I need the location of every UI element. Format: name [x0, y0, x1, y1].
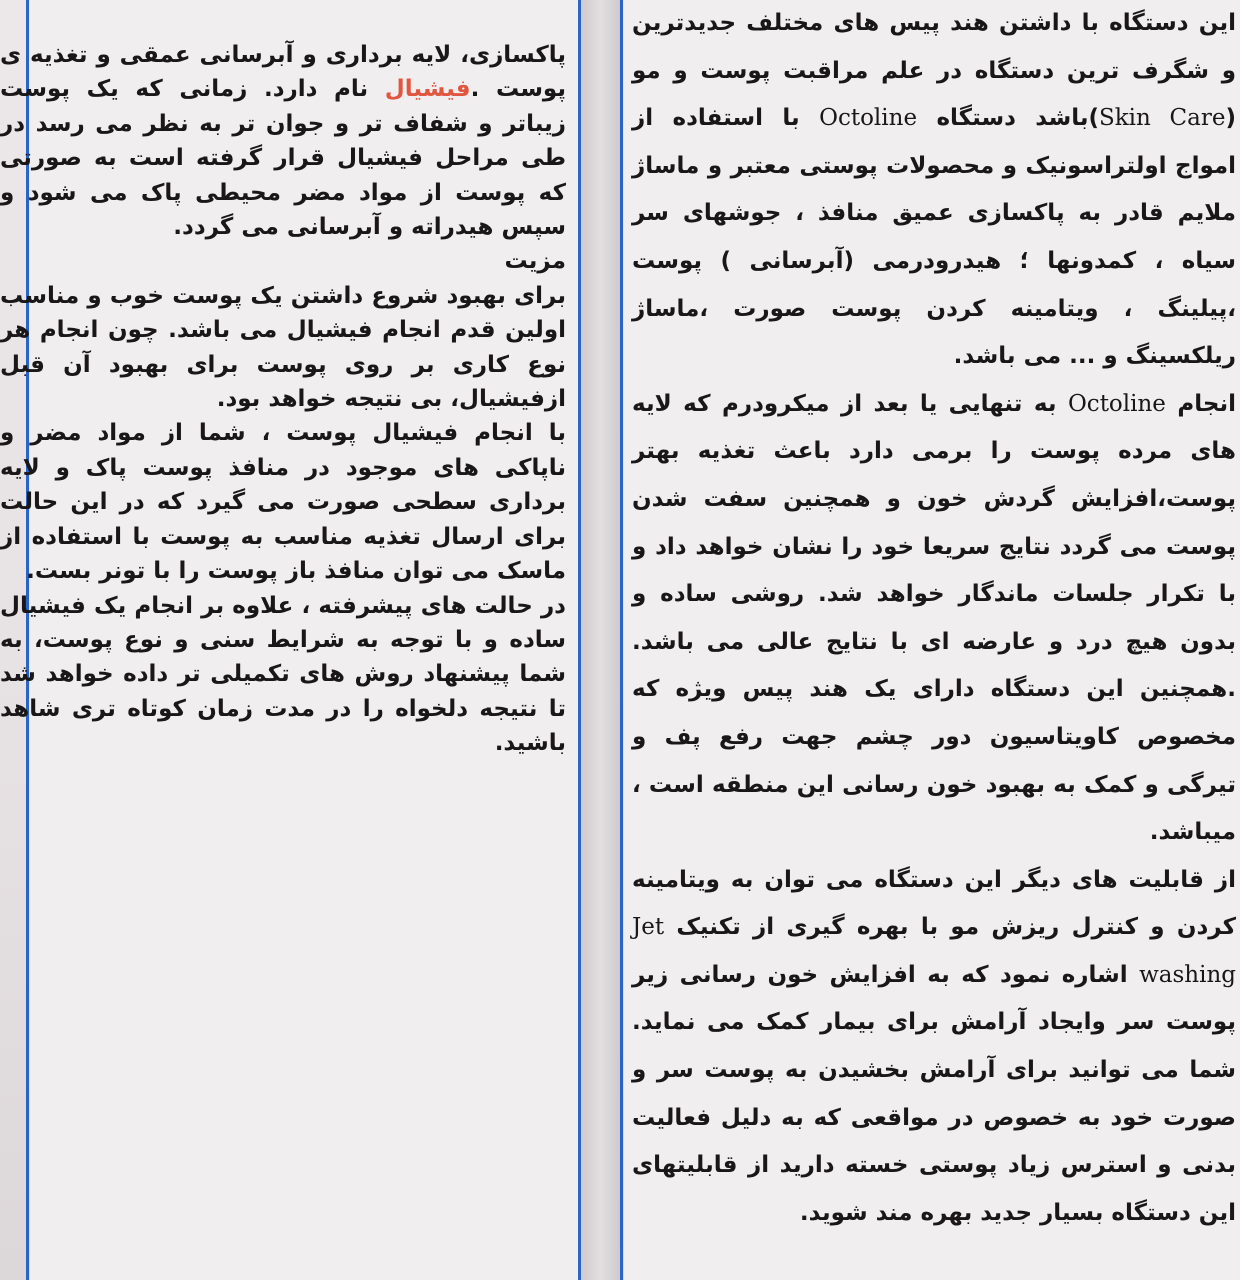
octoline-results-paragraph — [632, 381, 1236, 857]
capabilities-paragraph — [632, 857, 1236, 1238]
jet-washing-term: Jet washing — [632, 914, 1236, 988]
fold-gutter — [581, 0, 620, 1280]
capabilities-text: از قابلیت های دیگر این دستگاه می توان به ویتامینه کردن و کنترل ریزش مو با بهره گیری از تکنیک — [632, 866, 1236, 941]
octoline-column — [632, 0, 1236, 1237]
device-intro-text-3: با استفاده از امواج اولتراسونیک و محصولات پوستی معتبر و ماساژ ملایم قادر به پاکسازی عمیق منافذ ، جوشهای سر سیاه ، کمدونها ؛ هیدرودرمی (آبرسانی ) پوست ،پیلینگ ، ویتامینه کردن پوست صورت ،ماساژ ریلکسینگ و ... می باشد. — [632, 105, 1236, 370]
left-panel-right-border-line — [578, 0, 581, 1280]
advantage-paragraph: برای بهبود شروع داشتن یک پوست خوب و مناسب اولین قدم انجام فیشیال می باشد. چون انجام هر نوع کاری بر روی پوست برای بهبود آن قبل ازفیشیال، بی نتیجه خواهد بود. — [0, 282, 566, 413]
facial-column — [0, 38, 566, 761]
octoline-term: Octoline — [819, 105, 918, 132]
results-text: انجام — [1165, 390, 1236, 417]
device-intro-paragraph — [632, 0, 1236, 381]
right-panel-border-line — [620, 0, 623, 1280]
facial-intro-text-2: نام دارد. زمانی که یک پوست زیباتر و شفاف تر و جوان تر به نظر می رسد در طی مراحل فیشیال قرار گرفته است به صورتی که پوست از مواد مضر محیطی پاک می شود و سپس هیدراته و آبرسانی می گردد. — [0, 76, 566, 241]
facial-intro-paragraph — [0, 38, 566, 244]
facial-intro-text: پاکسازی، لایه برداری و آبرسانی عمقی و تغذیه ی پوست . — [0, 42, 566, 103]
octoline-term-2: Octoline — [1067, 390, 1166, 417]
capabilities-text-2: اشاره نمود که به افزایش خون رسانی زیر پوست سر وایجاد آرامش برای بیمار کمک می نماید. شما می توانید برای آرامش بخشیدن به پوست سر و صورت خود به خصوص در مواقعی که به دلیل فعالیت بدنی و استرس زیاد پوستی خسته دارید از قابلیتهای این دستگاه بسیار جدید بهره مند شوید. — [632, 961, 1236, 1226]
facial-highlight-word: فیشیال — [384, 76, 471, 103]
results-text-2: به تنهایی یا بعد از میکرودرم که لایه های مرده پوست را برمی دارد باعث تغذیه بهتر پوست،افزایش گردش خون و همچنین سفت شدن پوست می گردد نتایج سریعا خود را نشان خواهد داد و با تکرار جلسات ماندگار خواهد شد. روشی ساده و بدون هیچ درد و عارضه ای با نتایج عالی می باشد. .همچنین این دستگاه دارای یک هند پیس ویژه که مخصوص کاویتاسیون دور چشم جهت رفع پف و تیرگی و کمک به بهبود خون رسانی این منطقه است ، میباشد. — [632, 390, 1236, 846]
advanced-paragraph: در حالت های پیشرفته ، علاوه بر انجام یک فیشیال ساده و با توجه به شرایط سنی و نوع پوست، به شما پیشنهاد روش های تکمیلی تر داده خواهد شد تا نتیجه دلخواه را در مدت زمان کوتاه تری شاهد باشید. — [0, 592, 566, 757]
skin-care-term: Skin Care — [1098, 105, 1226, 132]
cleansing-paragraph: با انجام فیشیال پوست ، شما از مواد مضر و ناپاکی های موجود در منافذ پوست پاک و لایه برداری سطحی صورت می گیرد که در این حالت برای ارسال تغذیه مناسب به پوست با استفاده از ماسک می توان منافذ باز پوست را با تونر بست. — [0, 420, 566, 585]
device-intro-text-2: )باشد دستگاه — [917, 105, 1099, 132]
device-intro-text: این دستگاه با داشتن هند پیس های مختلف جدیدترین و شگرف ترین دستگاه در علم مراقبت پوست و مو ( — [632, 10, 1236, 132]
advantage-heading: مزیت — [504, 248, 566, 275]
